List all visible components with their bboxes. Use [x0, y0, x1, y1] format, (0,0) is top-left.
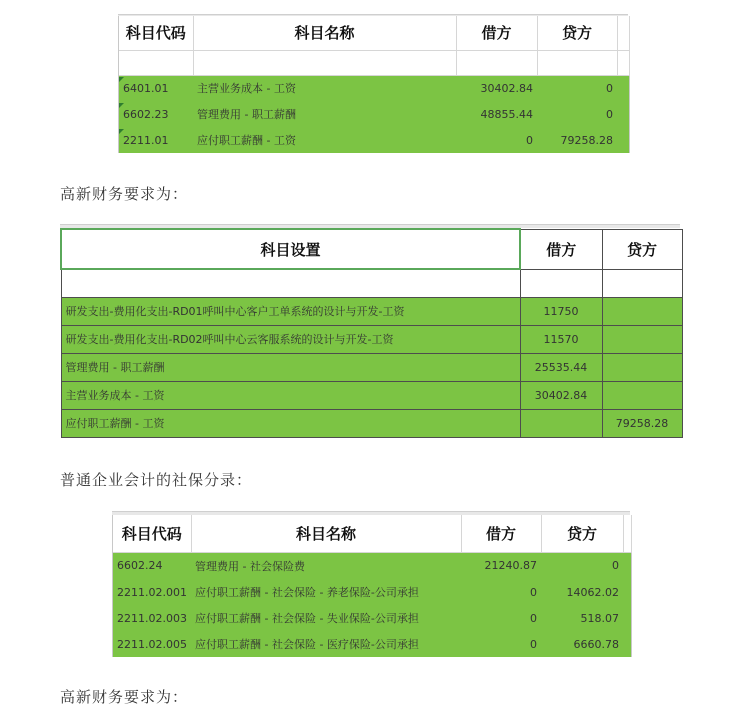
blank-row: [119, 50, 629, 75]
table-row: [113, 579, 631, 605]
debit-cell: 0: [461, 579, 541, 605]
debit-cell: 0: [461, 605, 541, 631]
header-credit: 贷方: [541, 515, 623, 552]
credit-cell: 518.07: [541, 605, 623, 631]
account-name-cell: 应付职工薪酬 - 工资: [61, 409, 520, 437]
table-row: [61, 297, 682, 325]
account-name-cell: 主营业务成本 - 工资: [193, 75, 456, 101]
credit-cell: [602, 381, 682, 409]
header-spacer: [623, 515, 631, 552]
header-account-name: 科目名称: [193, 16, 456, 50]
blank-row: [61, 269, 682, 297]
credit-cell: 0: [537, 101, 617, 127]
table-row: [119, 127, 629, 153]
debit-cell: [520, 409, 602, 437]
account-name-cell: 应付职工薪酬 - 社会保险 - 养老保险-公司承担: [191, 579, 461, 605]
header-account-setting: 科目设置: [61, 229, 520, 269]
debit-cell: 0: [461, 631, 541, 657]
cell-comment-marker: [119, 77, 124, 82]
credit-cell: 0: [537, 75, 617, 101]
account-name-cell: 主营业务成本 - 工资: [61, 381, 520, 409]
table-row: [61, 409, 682, 437]
account-code-cell: 6401.01: [119, 75, 193, 101]
account-code-cell: 2211.01: [119, 127, 193, 153]
account-code-cell: 6602.23: [119, 101, 193, 127]
credit-cell: 6660.78: [541, 631, 623, 657]
header-debit: 借方: [456, 16, 537, 50]
header-credit: 贷方: [602, 229, 682, 269]
account-name-cell: 管理费用 - 社会保险费: [191, 552, 461, 579]
table-header-row: [113, 515, 631, 552]
credit-cell: 14062.02: [541, 579, 623, 605]
table-row: [119, 101, 629, 127]
debit-cell: 11570: [520, 325, 602, 353]
credit-cell: 79258.28: [602, 409, 682, 437]
credit-cell: [602, 297, 682, 325]
account-name-cell: 研发支出-费用化支出-RD01呼叫中心客户工单系统的设计与开发-工资: [61, 297, 520, 325]
account-name-cell: 管理费用 - 职工薪酬: [193, 101, 456, 127]
account-name-cell: 应付职工薪酬 - 社会保险 - 医疗保险-公司承担: [191, 631, 461, 657]
credit-cell: [602, 353, 682, 381]
header-spacer: [617, 16, 629, 50]
account-name-cell: 研发支出-费用化支出-RD02呼叫中心云客服系统的设计与开发-工资: [61, 325, 520, 353]
cell-comment-marker: [119, 103, 124, 108]
debit-cell: 25535.44: [520, 353, 602, 381]
account-name-cell: 管理费用 - 职工薪酬: [61, 353, 520, 381]
header-credit: 贷方: [537, 16, 617, 50]
account-name-cell: 应付职工薪酬 - 工资: [193, 127, 456, 153]
credit-cell: 0: [541, 552, 623, 579]
paragraph-normal-social-insurance: 普通企业会计的社保分录：: [60, 471, 253, 489]
debit-cell: 48855.44: [456, 101, 537, 127]
table-header-row: [119, 16, 629, 50]
debit-cell: 30402.84: [456, 75, 537, 101]
debit-cell: 0: [456, 127, 537, 153]
header-debit: 借方: [520, 229, 602, 269]
entry-table-2: [60, 228, 681, 438]
cell-comment-marker: [119, 129, 124, 134]
table-row: [61, 381, 682, 409]
debit-cell: 30402.84: [520, 381, 602, 409]
entry-table-1: [118, 16, 630, 153]
account-code-cell: 6602.24: [113, 552, 191, 579]
account-name-cell: 应付职工薪酬 - 社会保险 - 失业保险-公司承担: [191, 605, 461, 631]
table-row: [61, 325, 682, 353]
header-debit: 借方: [461, 515, 541, 552]
account-code-cell: 2211.02.003: [113, 605, 191, 631]
entry-table-3: [112, 515, 632, 657]
table-row: [113, 552, 631, 579]
header-account-name: 科目名称: [191, 515, 461, 552]
table-header-row: [61, 229, 682, 269]
credit-cell: [602, 325, 682, 353]
account-code-cell: 2211.02.001: [113, 579, 191, 605]
table-row: [113, 631, 631, 657]
paragraph-hitech-requirement-2: 高新财务要求为：: [60, 688, 189, 706]
debit-cell: 11750: [520, 297, 602, 325]
header-account-code: 科目代码: [113, 515, 191, 552]
credit-cell: 79258.28: [537, 127, 617, 153]
table-row: [61, 353, 682, 381]
account-code-cell: 2211.02.005: [113, 631, 191, 657]
table-row: [113, 605, 631, 631]
table-row: [119, 75, 629, 101]
header-account-code: 科目代码: [119, 16, 193, 50]
debit-cell: 21240.87: [461, 552, 541, 579]
paragraph-hitech-requirement: 高新财务要求为：: [60, 185, 189, 203]
